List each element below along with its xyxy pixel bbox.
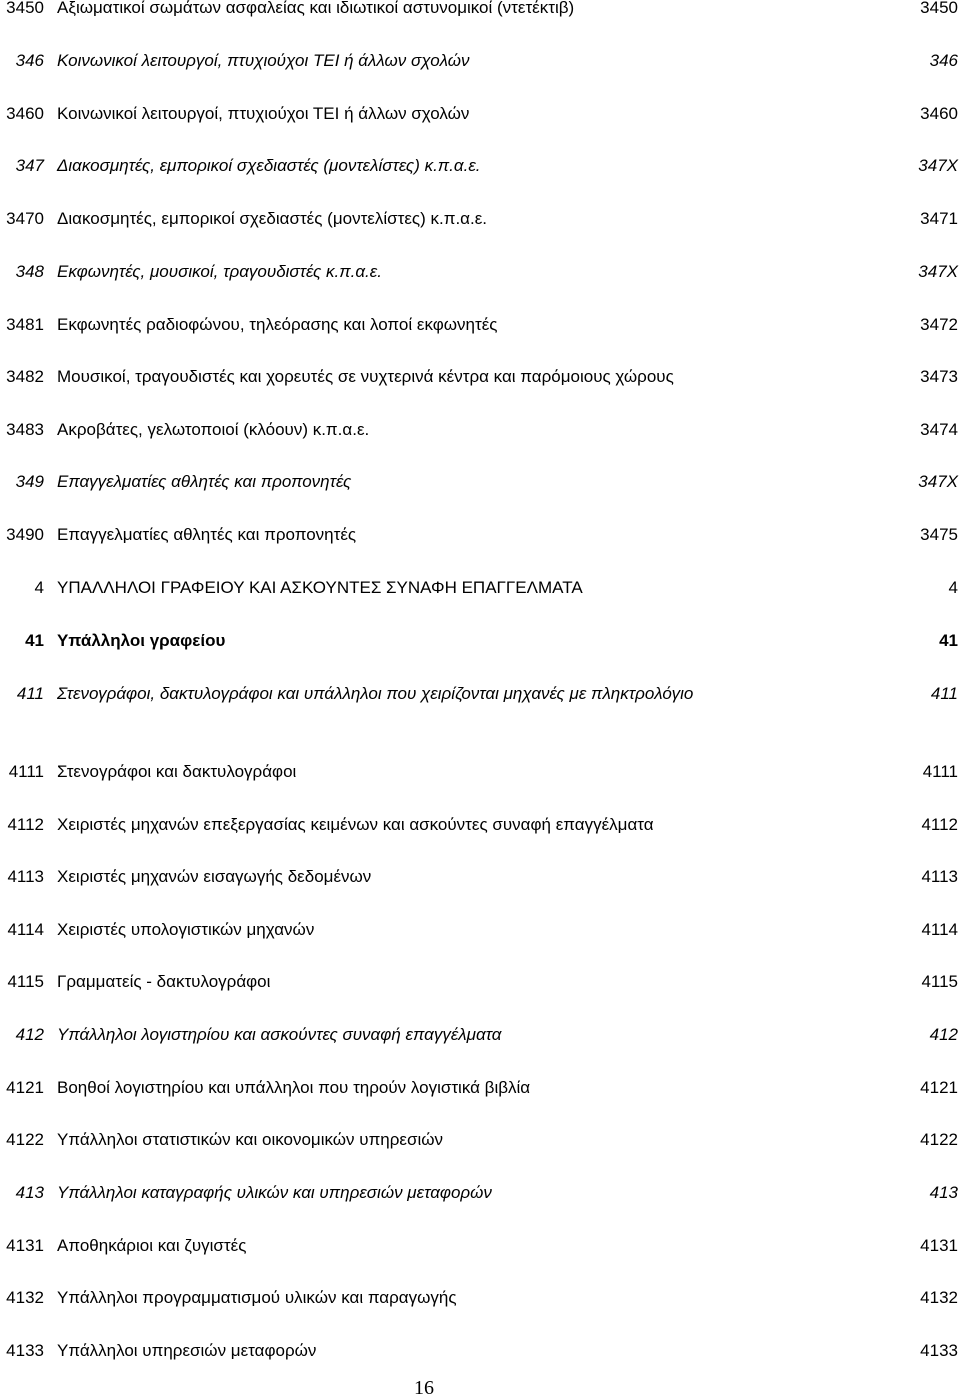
row-reference-code: 4122	[920, 1130, 958, 1149]
row-code: 4112	[7, 815, 44, 834]
row-code: 3450	[6, 0, 44, 17]
row-reference-code: 411	[930, 684, 958, 703]
row-title: Ακροβάτες, γελωτοποιοί (κλόουν) κ.π.α.ε.	[57, 420, 370, 439]
row-title: Εκφωνητές, μουσικοί, τραγουδιστές κ.π.α.ε.	[57, 262, 382, 281]
row-title: Υπάλληλοι στατιστικών και οικονομικών υπηρεσιών	[57, 1130, 444, 1149]
row-code: 413	[15, 1183, 44, 1202]
row-code: 346	[15, 51, 44, 70]
row-reference-code: 3450	[920, 0, 958, 17]
row-title: Χειριστές μηχανών επεξεργασίας κειμένων και ασκούντες συναφή επαγγέλματα	[57, 815, 654, 834]
row-reference-code: 4133	[920, 1341, 958, 1360]
row-title: Διακοσμητές, εμπορικοί σχεδιαστές (μοντελίστες) κ.π.α.ε.	[57, 209, 488, 228]
row-reference-code: 3472	[920, 315, 958, 334]
row-reference-code: 4121	[920, 1078, 958, 1097]
row-code: 3482	[6, 367, 44, 386]
row-reference-code: 4132	[920, 1288, 958, 1307]
row-code: 3460	[6, 104, 44, 123]
row-title: Υπάλληλοι προγραμματισμού υλικών και παραγωγής	[57, 1288, 457, 1307]
row-reference-code: 4111	[922, 762, 958, 781]
row-code: 4113	[7, 867, 44, 886]
row-title: Στενογράφοι, δακτυλογράφοι και υπάλληλοι που χειρίζονται μηχανές με πληκτρολόγιο	[57, 684, 694, 703]
row-code: 4121	[6, 1078, 44, 1097]
page-number: 16	[414, 1377, 434, 1399]
row-code: 3490	[6, 525, 44, 544]
row-title: Γραμματείς - δακτυλογράφοι	[57, 972, 271, 991]
row-reference-code: 4131	[920, 1236, 958, 1255]
row-reference-code: 347Χ	[918, 156, 958, 175]
row-reference-code: 3474	[920, 420, 958, 439]
row-title: Υπάλληλοι λογιστηρίου και ασκούντες συναφή επαγγέλματα	[57, 1025, 502, 1044]
row-reference-code: 413	[929, 1183, 958, 1202]
row-title: Επαγγελματίες αθλητές και προπονητές	[57, 472, 352, 491]
row-reference-code: 347Χ	[918, 262, 958, 281]
row-reference-code: 3471	[920, 209, 958, 228]
row-code: 4133	[6, 1341, 44, 1360]
row-reference-code: 41	[939, 631, 958, 650]
row-code: 349	[15, 472, 44, 491]
row-title: ΥΠΑΛΛΗΛΟΙ ΓΡΑΦΕΙΟΥ ΚΑΙ ΑΣΚΟΥΝΤΕΣ ΣΥΝΑΦΗ ΕΠΑΓΓΕΛΜΑΤΑ	[57, 578, 583, 597]
row-code: 3483	[6, 420, 44, 439]
row-title: Χειριστές μηχανών εισαγωγής δεδομένων	[57, 867, 372, 886]
row-code: 41	[25, 631, 44, 650]
row-reference-code: 3473	[920, 367, 958, 386]
row-reference-code: 3475	[920, 525, 958, 544]
row-reference-code: 412	[929, 1025, 958, 1044]
row-code: 347	[15, 156, 44, 175]
row-code: 4122	[6, 1130, 44, 1149]
row-code: 4111	[8, 762, 44, 781]
row-reference-code: 347Χ	[918, 472, 958, 491]
row-title: Μουσικοί, τραγουδιστές και χορευτές σε νυχτερινά κέντρα και παρόμοιους χώρους	[57, 367, 674, 386]
row-code: 348	[15, 262, 44, 281]
row-code: 411	[16, 684, 44, 703]
row-reference-code: 4113	[921, 867, 958, 886]
row-title: Βοηθοί λογιστηρίου και υπάλληλοι που τηρούν λογιστικά βιβλία	[57, 1078, 531, 1097]
row-title: Αποθηκάριοι και ζυγιστές	[57, 1236, 247, 1255]
row-code: 3481	[6, 315, 44, 334]
row-reference-code: 4112	[921, 815, 958, 834]
row-reference-code: 346	[929, 51, 958, 70]
row-reference-code: 4114	[921, 920, 958, 939]
row-title: Στενογράφοι και δακτυλογράφοι	[57, 762, 297, 781]
row-title: Κοινωνικοί λειτουργοί, πτυχιούχοι ΤΕΙ ή άλλων σχολών	[57, 104, 470, 123]
row-code: 4114	[7, 920, 44, 939]
row-title: Χειριστές υπολογιστικών μηχανών	[57, 920, 315, 939]
row-title: Επαγγελματίες αθλητές και προπονητές	[57, 525, 357, 544]
row-title: Υπάλληλοι γραφείου	[57, 631, 226, 650]
row-code: 4131	[6, 1236, 44, 1255]
row-title: Υπάλληλοι υπηρεσιών μεταφορών	[57, 1341, 317, 1360]
row-title: Κοινωνικοί λειτουργοί, πτυχιούχοι ΤΕΙ ή άλλων σχολών	[57, 51, 470, 70]
row-code: 3470	[6, 209, 44, 228]
row-reference-code: 4	[948, 578, 958, 597]
row-reference-code: 4115	[921, 972, 958, 991]
row-title: Διακοσμητές, εμπορικοί σχεδιαστές (μοντελίστες) κ.π.α.ε.	[57, 156, 481, 175]
row-reference-code: 3460	[920, 104, 958, 123]
row-code: 4132	[6, 1288, 44, 1307]
row-code: 4115	[7, 972, 44, 991]
row-title: Αξιωματικοί σωμάτων ασφαλείας και ιδιωτικοί αστυνομικοί (ντετέκτιβ)	[57, 0, 575, 17]
row-code: 412	[15, 1025, 44, 1044]
row-title: Υπάλληλοι καταγραφής υλικών και υπηρεσιών μεταφορών	[57, 1183, 492, 1202]
row-title: Εκφωνητές ραδιοφώνου, τηλεόρασης και λοποί εκφωνητές	[57, 315, 498, 334]
row-code: 4	[34, 578, 44, 597]
